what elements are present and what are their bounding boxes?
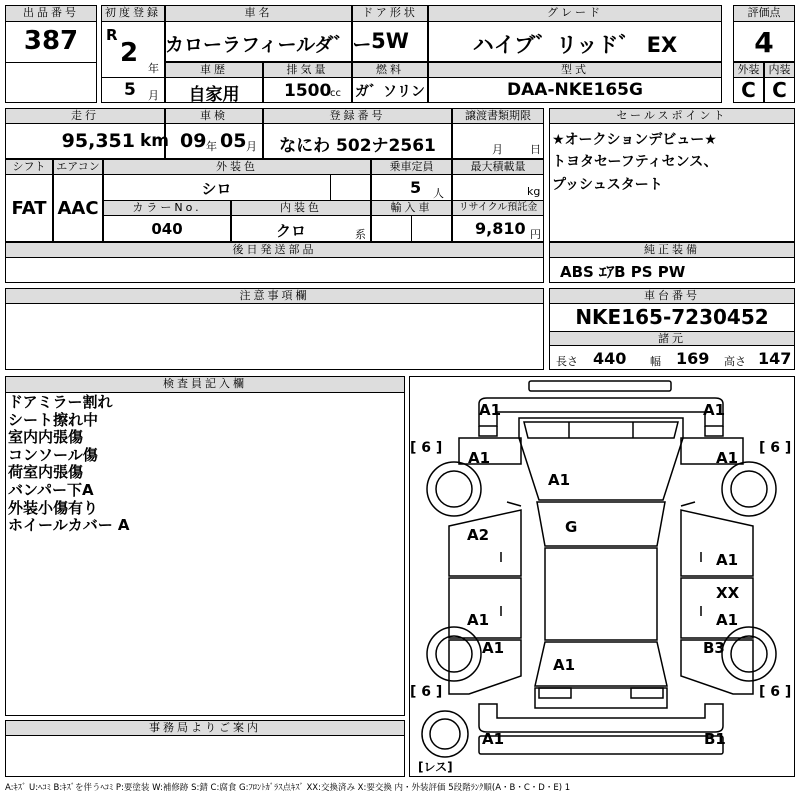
first-reg-year: 2 — [120, 38, 139, 68]
ac-label: エアコン — [53, 159, 103, 175]
inspector-note: 外装小傷有り — [8, 498, 99, 517]
mark-front-bumper-left: A1 — [479, 401, 502, 419]
later-parts-box — [5, 257, 544, 283]
int-color-label: 内装色 — [231, 200, 371, 216]
caution-label: 注意事項欄 — [5, 288, 544, 304]
inspection-month-unit: 月 — [246, 140, 257, 153]
first-reg-month: 5 — [124, 80, 136, 100]
inspector-note: シート擦れ中 — [8, 410, 99, 429]
transfer-label: 譲渡書類期限 — [452, 108, 544, 124]
car-name-label: 車名 — [165, 5, 352, 22]
width: 169 — [676, 349, 710, 368]
inspection-label: 車検 — [165, 108, 263, 124]
mark-rear-gate: A1 — [553, 656, 576, 674]
mark-rear-fender-left: A1 — [482, 639, 505, 657]
inspector-note: ホイールカバー A — [8, 516, 130, 535]
mark-rear-door-right: A1 — [716, 611, 739, 629]
int-color: クロ — [275, 222, 306, 240]
sales-point-1: ★オークションデビュー★ — [552, 132, 717, 148]
ext-color: シロ — [201, 180, 232, 198]
grade: ハイブ゛リッド゛ EX — [472, 33, 678, 57]
recycle-label: リサイクル預託金 — [452, 200, 544, 216]
first-reg-label: 初度登録 — [101, 5, 165, 22]
damage-legend: A:ｷｽﾞ U:ﾍｺﾐ B:ｷｽﾞを伴うﾍｺﾐ P:要塗装 W:補修跡 S:錆 C:腐食 G:ﾌﾛﾝﾄｶﾞﾗｽ点ｷｽﾞ XX:交換済み X:要交換 内・外装評価 5段階ﾗﾝｸ順(A・B・C・D・E) 1 — [5, 783, 571, 793]
recycle-unit: 円 — [530, 228, 541, 241]
first-reg-divider — [101, 77, 165, 78]
inspector-note: 室内内張傷 — [8, 428, 84, 447]
inspector-note: バンパー下A — [8, 480, 94, 499]
office-label: 事務局よりご案内 — [5, 720, 405, 736]
transfer-month-unit: 月 — [492, 143, 503, 156]
score-label: 評価点 — [733, 5, 795, 22]
displacement: 1500 — [284, 81, 332, 101]
model-label: 型式 — [428, 62, 722, 78]
mark-rear-door-left: A1 — [467, 611, 490, 629]
inspector-note: 荷室内張傷 — [8, 463, 84, 482]
inspector-note: コンソール傷 — [8, 445, 98, 464]
ext-color-label: 外装色 — [103, 159, 371, 175]
lot-blank-box — [5, 62, 97, 103]
color-no: 040 — [151, 220, 183, 238]
mark-rear-fender-right: B3 — [703, 639, 725, 657]
lot-number: 387 — [23, 26, 79, 56]
sales-point-3: プッシュスタート — [552, 177, 663, 193]
height-label: 高さ — [724, 355, 746, 368]
inspector-notes — [8, 394, 398, 535]
mileage-label: 走行 — [5, 108, 165, 124]
max-load-unit: kg — [527, 185, 541, 198]
exterior-score: C — [741, 78, 756, 102]
int-color-unit: 系 — [355, 228, 366, 241]
import-divider — [411, 215, 412, 242]
tire-depth-rl: [ 6 ] — [410, 684, 443, 700]
max-load-label: 最大積載量 — [452, 159, 544, 175]
mark-hood: A1 — [548, 471, 571, 489]
score: 4 — [754, 26, 774, 59]
mileage-unit: km — [140, 131, 170, 151]
inspection-year-unit: 年 — [206, 140, 217, 153]
mark-rear-bumper-left: A1 — [482, 730, 505, 748]
chassis-label: 車台番号 — [549, 288, 795, 304]
ac: AAC — [57, 198, 99, 219]
month-unit: 月 — [148, 89, 159, 102]
mark-front-fender-right: A1 — [716, 449, 739, 467]
history-label: 車歴 — [165, 62, 263, 78]
inspection-year: 09 — [180, 130, 207, 152]
mark-front-bumper-right: A1 — [703, 401, 726, 419]
caution-box — [5, 303, 544, 370]
equipment: ABS ｴｱB PS PW — [560, 263, 686, 281]
spare-tire-value: レス — [423, 760, 448, 774]
exterior-label: 外装 — [733, 62, 764, 78]
sales-point-label: セールスポイント — [549, 108, 795, 124]
capacity-unit: 人 — [433, 187, 444, 200]
spare-tire: [レス] — [418, 760, 453, 774]
import-label: 輸入車 — [371, 200, 452, 216]
tire-depth-fl: [ 6 ] — [410, 440, 443, 456]
mileage: 95,351 — [61, 130, 135, 152]
history: 自家用 — [188, 85, 240, 105]
interior-score: C — [772, 78, 787, 102]
tire-depth-fr-value: 6 — [770, 440, 781, 456]
tire-depth-rr-value: 6 — [770, 684, 781, 700]
height: 147 — [758, 349, 792, 368]
recycle: 9,810 — [475, 219, 526, 238]
office-box — [5, 735, 405, 777]
era: R — [106, 26, 118, 44]
displacement-unit: cc — [330, 88, 341, 99]
door-type: 5W — [371, 29, 409, 53]
later-parts-label: 後日発送部品 — [5, 242, 544, 258]
lot-label: 出品番号 — [5, 5, 97, 22]
tire-depth-rr: [ 6 ] — [759, 684, 792, 700]
length-label: 長さ — [556, 355, 578, 368]
inspection-month: 05 — [220, 130, 247, 152]
transfer-day-unit: 日 — [530, 143, 541, 156]
mark-front-door-left: A2 — [467, 526, 490, 544]
width-label: 幅 — [650, 355, 661, 368]
inspector-label: 検査員記入欄 — [5, 376, 405, 393]
interior-label: 内装 — [764, 62, 795, 78]
car-diagram — [409, 376, 795, 777]
reg-no-label: 登録番号 — [263, 108, 452, 124]
shift-label: シフト — [5, 159, 53, 175]
spec-label: 諸元 — [549, 331, 795, 346]
mark-front-door-right: A1 — [716, 551, 739, 569]
door-label: ドア形状 — [352, 5, 428, 22]
capacity: 5 — [410, 178, 422, 197]
mark-rear-bumper-right: B1 — [704, 730, 726, 748]
reg-no: なにわ 502ナ2561 — [279, 136, 436, 156]
displacement-label: 排気量 — [263, 62, 352, 78]
tire-depth-fl-value: 6 — [421, 440, 432, 456]
equipment-label: 純正装備 — [549, 242, 795, 258]
tire-depth-fr: [ 6 ] — [759, 440, 792, 456]
model: DAA-NKE165G — [507, 80, 643, 100]
length: 440 — [593, 349, 627, 368]
mark-rear-door-right-replaced: XX — [716, 584, 740, 602]
year-unit: 年 — [148, 62, 159, 75]
mark-front-fender-left: A1 — [468, 449, 491, 467]
fuel: ガ゛ソリン — [355, 84, 425, 100]
sales-point-2: トヨタセーフティセンス、 — [552, 154, 718, 170]
chassis-number: NKE165-7230452 — [575, 305, 769, 329]
grade-label: グレード — [428, 5, 722, 22]
inspector-note: ドアミラー割れ — [8, 393, 113, 411]
car-name: カローラフィールダ゛ー — [165, 34, 372, 56]
mark-windshield: G — [565, 518, 578, 536]
ext-color-divider — [330, 174, 331, 201]
shift: FAT — [11, 198, 47, 219]
fuel-label: 燃料 — [352, 62, 428, 78]
capacity-label: 乗車定員 — [371, 159, 452, 175]
tire-depth-rl-value: 6 — [421, 684, 432, 700]
color-no-label: カラーNo. — [103, 200, 231, 216]
